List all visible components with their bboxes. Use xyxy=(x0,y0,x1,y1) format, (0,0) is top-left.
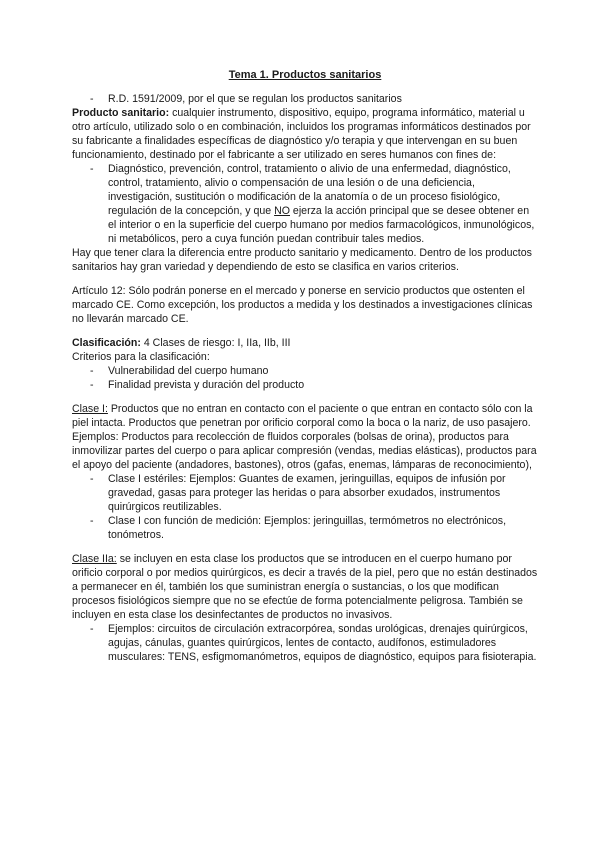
diferencia-paragraph: Hay que tener clara la diferencia entre producto sanitario y medicamento. Dentro de los productos sanitarios hay gran variedad y dependiendo de esto se clasifica en varios criterios. xyxy=(72,247,532,273)
clase1-list xyxy=(72,472,538,542)
list-item: - Clase I estériles: Ejemplos: Guantes de examen, jeringuillas, equipos de infusión por gravedad, gasas para proteger las heridas o para absorber exudados, instrumentos quirúrgicos reutilizables. xyxy=(72,472,538,514)
clase2a-paragraph xyxy=(72,552,538,622)
producto-text: cualquier instrumento, dispositivo, equipo, programa informático, material u otro artículo, utilizado solo o en combinación, incluidos los programas informáticos destinados por su fabricante a finalidades específicas de diagnóstico y/o terapia y que intervengan en su buen funcionamiento, destinado por el fabricante a ser utilizado en seres humanos con fines de: xyxy=(72,107,531,161)
rd-list xyxy=(72,92,538,106)
clasificacion-label: Clasificación: xyxy=(72,337,141,349)
clase2a-list xyxy=(72,622,538,664)
clase1-label: Clase I: xyxy=(72,403,108,415)
producto-definition xyxy=(72,106,538,162)
clase1-text: Productos que no entran en contacto con el paciente o que entran en contacto sólo con la piel intacta. Productos que penetran por orificio corporal como la boca o la nariz, de uso pasajero. Ejemplos: Productos para recolección de fluidos corporales (bolsas de orina), productos para inmovilizar partes del cuerpo o para aplicar compresión (vendas, medias elásticas), productos para el apoyo del paciente (andadores, bastones), otros (gafas, enemas, lámparas de reconocimiento), xyxy=(72,403,537,471)
fines-list xyxy=(72,162,538,246)
clasificacion-heading xyxy=(72,336,538,350)
articulo12-paragraph: Artículo 12: Sólo podrán ponerse en el mercado y ponerse en servicio productos que ostenten el marcado CE. Como excepción, los productos a medida y los destinados a investigaciones clínicas no llevarán marcado CE. xyxy=(72,285,533,325)
clase2a-text: se incluyen en esta clase los productos que se introducen en el cuerpo humano por orificio corporal o por medios quirúrgicos, es decir a través de la piel, pero que no están destinados a permanecer en él, también los que suministran energía o sustancias, o los que modifican procesos fisiológicos siempre que no se efectúe de forma potencialmente peligrosa. También se incluyen en esta clase los desinfectantes de productos no invasivos. xyxy=(72,553,538,621)
list-item xyxy=(72,162,538,246)
criterios-line: Criterios para la clasificación: xyxy=(72,351,210,363)
list-item: - R.D. 1591/2009, por el que se regulan los productos sanitarios xyxy=(72,92,538,106)
list-item: - Clase I con función de medición: Ejemplos: jeringuillas, termómetros no electrónicos, tonómetros. xyxy=(72,514,538,542)
list-item: - Ejemplos: circuitos de circulación extracorpórea, sondas urológicas, drenajes quirúrgicos, agujas, cánulas, guantes quirúrgicos, lentes de contacto, audífonos, estimuladores musculares: TENS, esfigmomanómetros, equipos de diagnóstico, equipos para fisioterapia. xyxy=(72,622,538,664)
criterios-list xyxy=(72,364,538,392)
clase2a-label: Clase IIa: xyxy=(72,553,117,565)
producto-label: Producto sanitario: xyxy=(72,107,170,119)
list-item: - Vulnerabilidad del cuerpo humano xyxy=(72,364,538,378)
document-page xyxy=(72,68,538,664)
page-title: Tema 1. Productos sanitarios xyxy=(228,69,382,81)
fines-text-a: Diagnóstico, prevención, control, tratamiento o alivio de una enfermedad, diagnóstico, control, tratamiento, alivio o compensación de una lesión o de una deficiencia, investigación, sustitución o modificación de la anatomía o de un proceso fisiológico, regulación de la concepción, y que xyxy=(108,163,511,217)
fines-no-emphasis: NO xyxy=(274,205,290,217)
list-item: - Finalidad prevista y duración del producto xyxy=(72,378,538,392)
clasificacion-text: 4 Clases de riesgo: I, IIa, IIb, III xyxy=(140,337,291,349)
clase1-paragraph xyxy=(72,402,538,472)
fines-text-b: ejerza la acción principal que se desee obtener en el interior o en la superficie del cuerpo humano por medios farmacológicos, inmunológicos, ni metabólicos, pero a cuya función puedan contribuir tales medios. xyxy=(108,205,535,245)
